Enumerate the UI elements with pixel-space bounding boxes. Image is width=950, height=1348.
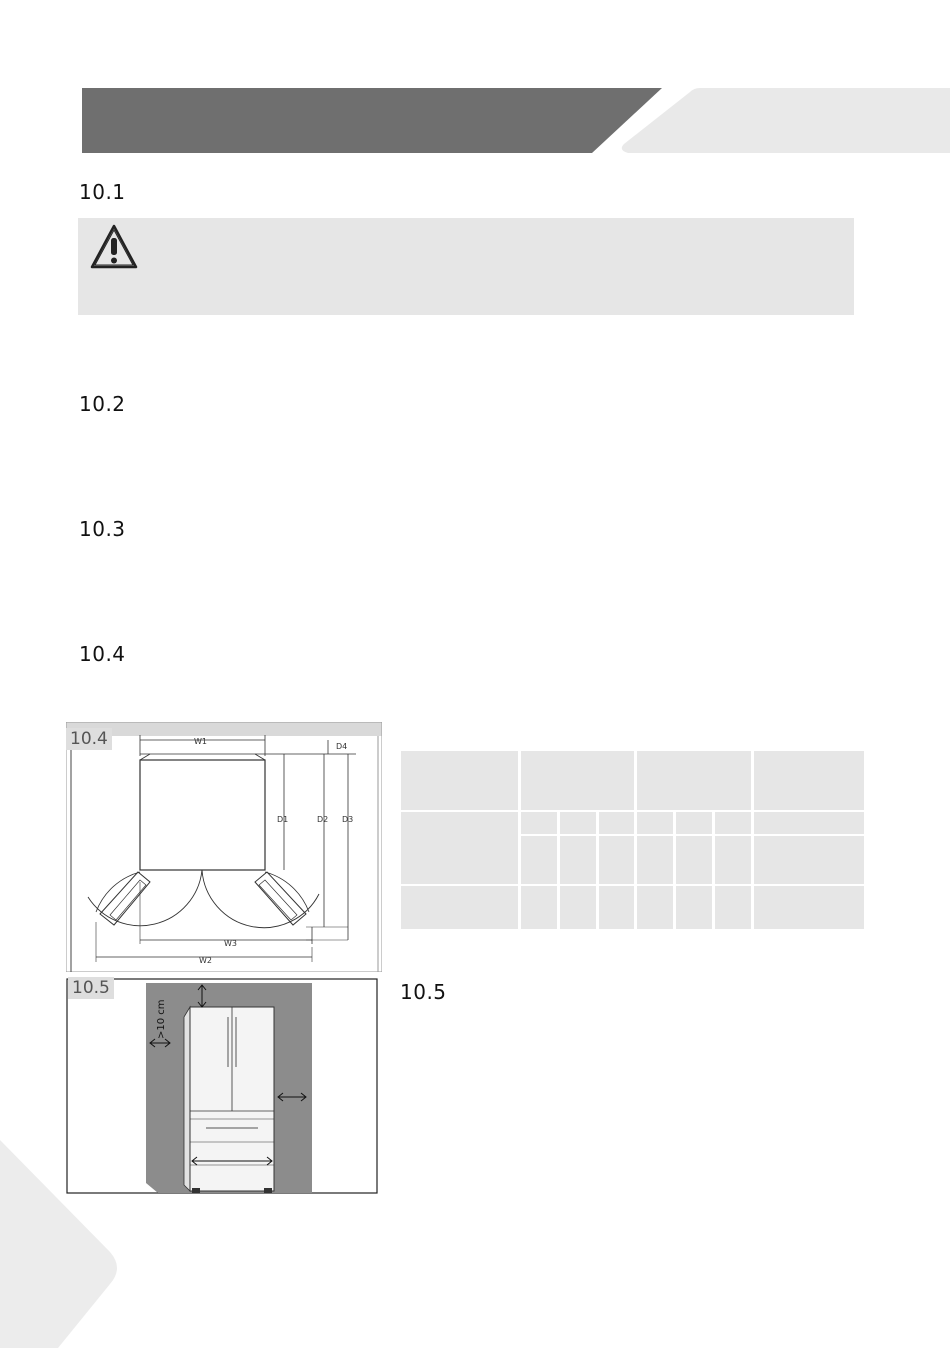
corner-decoration	[0, 1140, 130, 1348]
table-cell	[676, 812, 712, 834]
table-cell	[521, 812, 557, 834]
table-cell	[637, 836, 673, 885]
dim-label-d1: D1	[277, 815, 289, 824]
clearance-label: >10 cm	[156, 999, 167, 1039]
table-cell	[754, 751, 864, 810]
table-cell	[401, 886, 518, 929]
header-dark-band	[82, 88, 662, 153]
table-cell	[637, 751, 751, 810]
table-cell	[676, 886, 712, 929]
table-cell	[560, 812, 596, 834]
table-cell	[754, 836, 864, 885]
table-cell	[637, 886, 673, 929]
warning-triangle-icon	[89, 222, 139, 272]
table-cell	[715, 812, 751, 834]
section-heading-10-5: 10.5	[400, 980, 447, 1004]
table-cell	[754, 886, 864, 929]
header-light-band	[622, 88, 950, 153]
table-cell	[560, 886, 596, 929]
dim-label-d2: D2	[317, 815, 329, 824]
section-heading-10-3: 10.3	[79, 517, 126, 541]
table-cell	[521, 836, 557, 885]
dim-label-d4: D4	[336, 742, 348, 751]
section-heading-10-2: 10.2	[79, 392, 126, 416]
header-banner	[0, 0, 950, 160]
table-cell	[401, 751, 518, 810]
table-cell	[521, 751, 634, 810]
table-cell	[521, 886, 557, 929]
table-cell	[715, 886, 751, 929]
table-cell	[560, 836, 596, 885]
table-cell	[599, 812, 635, 834]
dim-label-d3: D3	[342, 815, 354, 824]
figure-label-10-4: 10.4	[66, 728, 112, 750]
table-cell	[754, 812, 864, 834]
table-cell	[401, 812, 518, 885]
dim-label-w3: W3	[224, 939, 237, 948]
table-cell	[637, 812, 673, 834]
figure-label-10-5: 10.5	[68, 977, 114, 999]
warning-box	[78, 218, 854, 315]
door-opening-diagram	[66, 722, 382, 972]
table-cell	[676, 836, 712, 885]
figure-10-4	[66, 722, 382, 972]
section-heading-10-1: 10.1	[79, 180, 126, 204]
dimensions-table	[398, 749, 867, 931]
table-cell	[599, 886, 635, 929]
table-cell	[599, 836, 635, 885]
section-heading-10-4: 10.4	[79, 642, 126, 666]
table-cell	[715, 836, 751, 885]
dim-label-w1: W1	[194, 737, 207, 746]
dim-label-w2: W2	[199, 956, 212, 965]
